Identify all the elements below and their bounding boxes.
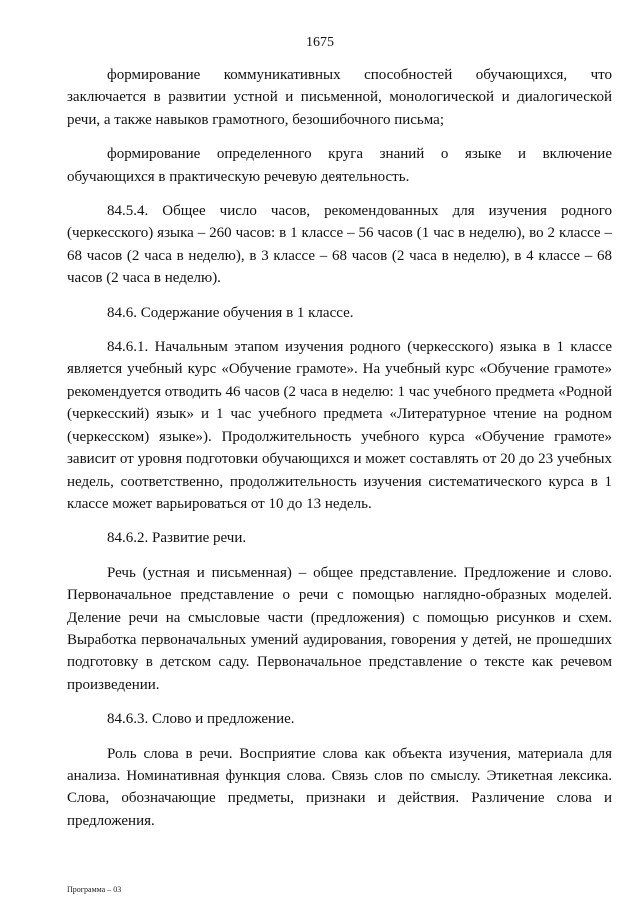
heading-section-84-6: 84.6. Содержание обучения в 1 классе. [107,304,354,321]
paragraph-speech-development: Речь (устная и письменная) – общее представление. Предложение и слово. Первоначальное представление о речи с помощью наглядно-образных моделей. Деление речи на смысловые части (предложения) с помощью рисунков и схем. Выработка первоначальных умений аудирования, говорения у детей, не прошедших подготовку в детском саду. Первоначальное представление о тексте как речевом произведении. [67,564,612,693]
document-body [67,64,612,832]
heading-section-84-6-3: 84.6.3. Слово и предложение. [107,711,295,728]
paragraph-section-84-6-1: 84.6.1. Начальным этапом изучения родного (черкесского) языка в 1 классе является учебный курс «Обучение грамоте». На учебный курс «Обучение грамоте» рекомендуется отводить 46 часов (2 часа в неделю: 1 час учебного предмета «Родной (черкесский) язык» и 1 час учебного предмета «Литературное чтение на родном (черкесском) языке»). Продолжительность учебного курса «Обучение грамоте» зависит от уровня подготовки обучающихся и может составлять от 20 до 23 учебных недель, соответственно, продолжительность изучения систематического курса в 1 классе может варьироваться от 10 до 13 недель. [67,339,612,512]
footer-program-label: Программа – 03 [67,885,122,894]
paragraph-section-84-5-4: 84.5.4. Общее число часов, рекомендованных для изучения родного (черкесского) языка – 260 часов: в 1 классе – 56 часов (1 час в неделю), во 2 классе – 68 часов (2 часа в неделю), в 3 классе – 68 часов (2 часа в неделю), в 4 классе – 68 часов (2 часа в неделю). [67,203,612,287]
paragraph-word-and-sentence: Роль слова в речи. Восприятие слова как объекта изучения, материала для анализа. Номинативная функция слова. Связь слов по смыслу. Этикетная лексика. Слова, обозначающие предметы, признаки и действия. Различение слова и предложения. [67,745,612,829]
paragraph-communicative-skills: формирование коммуникативных способностей обучающихся, что заключается в развитии устной и письменной, монологической и диалогической речи, а также навыков грамотного, безошибочного письма; [67,67,612,128]
paragraph-language-knowledge: формирование определенного круга знаний о языке и включение обучающихся в практическую речевую деятельность. [67,146,612,185]
heading-section-84-6-2: 84.6.2. Развитие речи. [107,530,247,547]
page-number: 1675 [306,35,334,50]
